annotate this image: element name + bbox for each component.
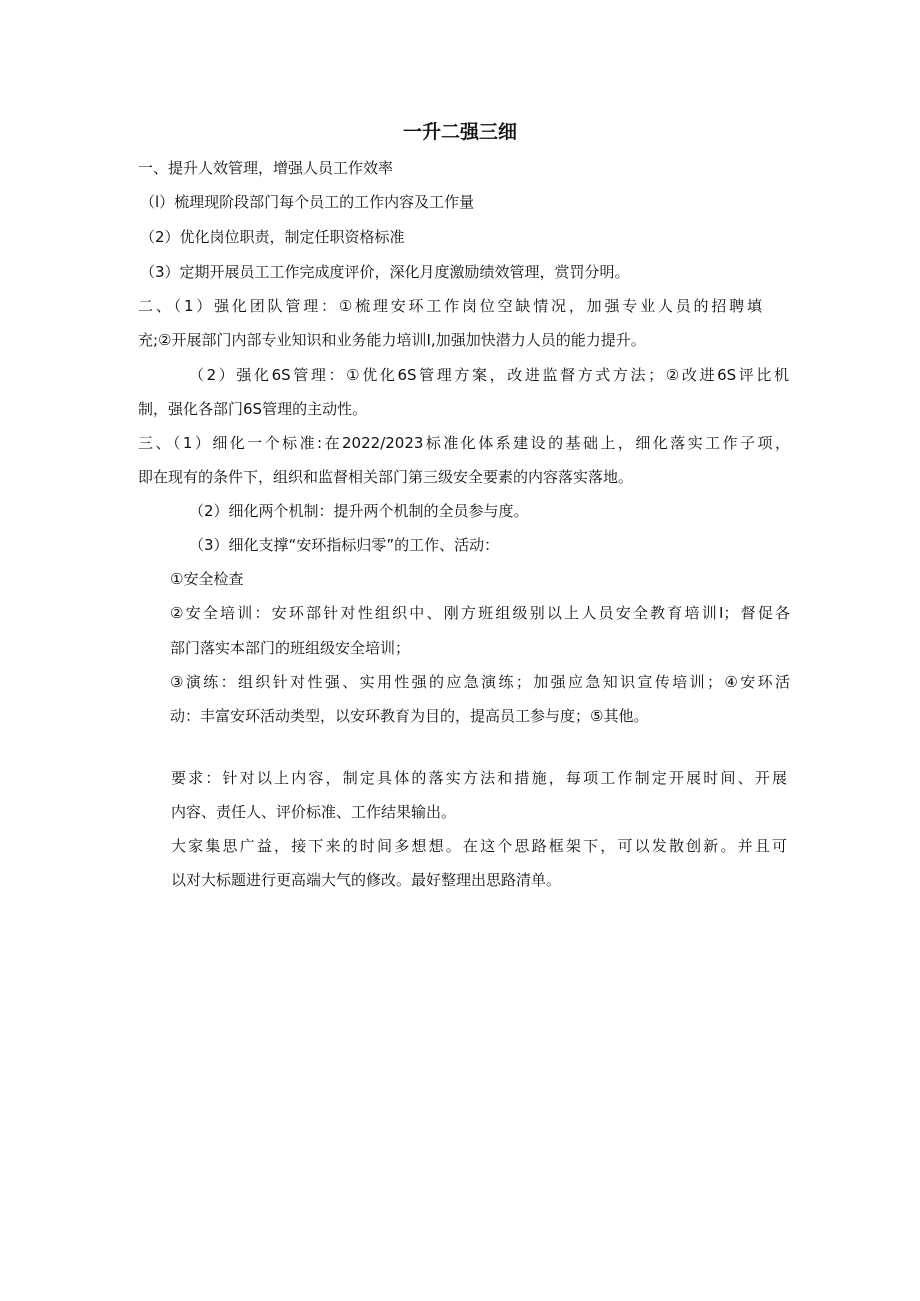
document-title: 一升二强三细 xyxy=(402,121,517,143)
requirement-line-2: 内容、责任人、评价标准、工作结果输出。 xyxy=(171,803,457,821)
activity-2-line-1: ②安全培训：安环部针对性组织中、刚方班组级别以上人员安全教育培训I；督促各 xyxy=(170,604,790,622)
section-2-item-2-line-1: （2）强化6S管理：①优化6S管理方案，改进监督方式方法；②改进6S评比机 xyxy=(189,366,789,384)
section-2-item-2-line-2: 制，强化各部门6S管理的主动性。 xyxy=(138,400,368,418)
activity-1: ①安全检查 xyxy=(170,570,244,588)
requirement-line-1: 要求：针对以上内容，制定具体的落实方法和措施，每项工作制定开展时间、开展 xyxy=(171,769,787,787)
section-1-item-2: （2）优化岗位职责，制定任职资格标准 xyxy=(140,228,405,246)
section-1-item-3: （3）定期开展员工工作完成度评价，深化月度激励绩效管理，赏罚分明。 xyxy=(140,263,630,281)
section-3-item-3: （3）细化支撑“安环指标归零”的工作、活动： xyxy=(189,536,500,554)
activity-2-line-2: 部门落实本部门的班组级安全培训； xyxy=(170,639,411,657)
note-line-1: 大家集思广益，接下来的时间多想想。在这个思路框架下，可以发散创新。并且可 xyxy=(171,837,787,855)
section-1-item-1: （l）梳理现阶段部门每个员工的工作内容及工作量 xyxy=(140,193,475,211)
section-3-item-1-line-1: 三、（1）细化一个标准:在2022/2023标准化体系建设的基础上，细化落实工作子项， xyxy=(138,434,790,452)
activity-3-line-1: ③演练：组织针对性强、实用性强的应急演练；加强应急知识宣传培训；④安环活 xyxy=(170,673,790,691)
section-2-item-1-line-2: 充;②开展部门内部专业知识和业务能力培训I,加强加快潜力人员的能力提升。 xyxy=(138,331,646,349)
section-3-item-1-line-2: 即在现有的条件下，组织和监督相关部门第三级安全要素的内容落实落地。 xyxy=(138,468,634,486)
section-1-heading: 一、提升人效管理，增强人员工作效率 xyxy=(138,159,394,177)
section-2-item-1-line-1: 二、（1）强化团队管理：①梳理安环工作岗位空缺情况，加强专业人员的招聘填 xyxy=(138,297,762,315)
activity-3-line-2: 动：丰富安环活动类型，以安环教育为目的，提高员工参与度；⑤其他。 xyxy=(170,707,649,725)
note-line-2: 以对大标题进行更高端大气的修改。最好整理出思路清单。 xyxy=(171,871,562,889)
section-3-item-2: （2）细化两个机制：提升两个机制的全员参与度。 xyxy=(189,502,529,520)
